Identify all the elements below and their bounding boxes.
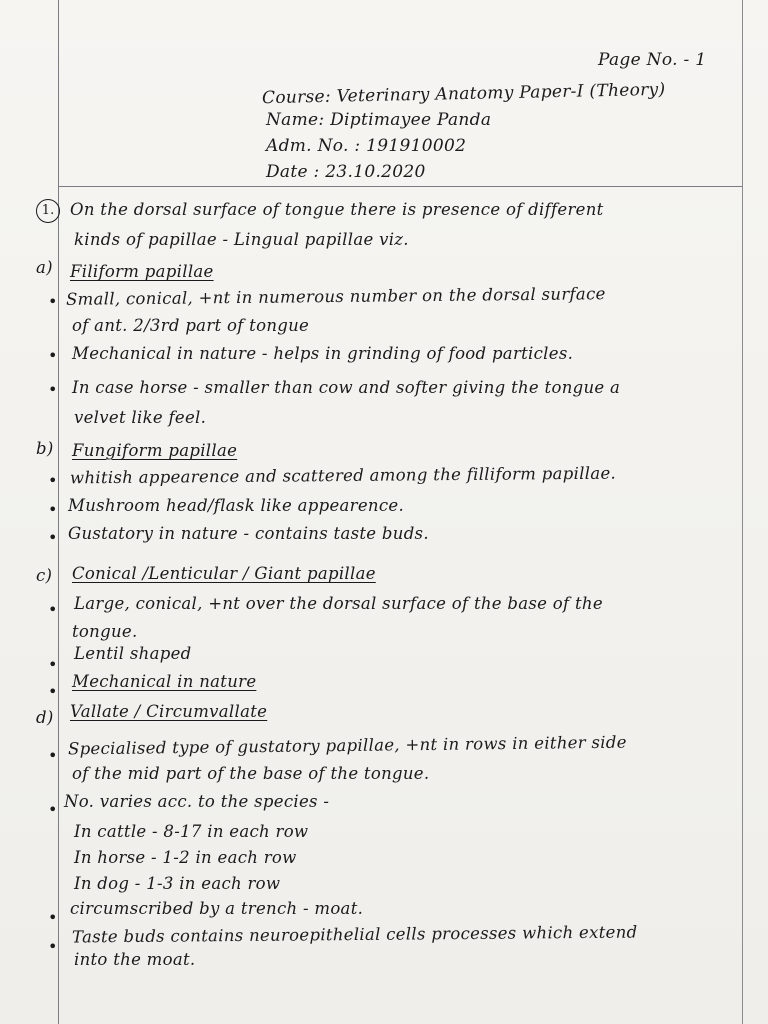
bullet: • [48,380,58,399]
course-line: Course: Veterinary Anatomy Paper-I (Theory) [261,79,666,109]
name-line: Name: Diptimayee Panda [266,110,492,130]
section-c-heading: Conical /Lenticular / Giant papillae [72,564,376,583]
section-d-line-9: into the moat. [74,950,196,969]
section-d-line-3: No. varies acc. to the species - [64,792,330,811]
section-c-line-1: Large, conical, +nt over the dorsal surface of the base of the [74,594,603,613]
section-b-line-3: Gustatory in nature - contains taste buds. [68,524,429,543]
section-d-line-6: In dog - 1-3 in each row [74,874,281,893]
section-d-line-7: circumscribed by a trench - moat. [70,899,364,918]
bullet: • [48,746,58,765]
section-d-line-4: In cattle - 8-17 in each row [74,822,309,841]
margin-line [58,0,59,1024]
section-a-line-2: of ant. 2/3rd part of tongue [72,316,310,335]
section-a-line-5: velvet like feel. [74,408,207,427]
bullet: • [48,682,58,701]
section-b-label: b) [36,439,54,458]
section-a-heading: Filiform papillae [70,262,214,281]
question-number: 1. [36,199,60,223]
section-c-label: c) [36,566,53,585]
section-c-line-3: Lentil shaped [74,644,192,663]
section-d-label: d) [36,708,54,727]
question-intro-line-1: On the dorsal surface of tongue there is presence of different [70,200,604,219]
section-a-line-3: Mechanical in nature - helps in grinding of food particles. [72,344,574,363]
section-d-line-5: In horse - 1-2 in each row [74,848,297,867]
page-number: Page No. - 1 [598,50,707,70]
bullet: • [48,655,58,674]
section-d-line-2: of the mid part of the base of the tongue. [72,764,430,783]
bullet: • [48,292,58,311]
bullet: • [48,500,58,519]
section-a-line-1: Small, conical, +nt in numerous number on the dorsal surface [65,284,606,309]
date-line: Date : 23.10.2020 [266,162,426,182]
section-d-heading: Vallate / Circumvallate [70,702,268,721]
section-a-label: a) [36,258,53,277]
bullet: • [48,908,58,927]
section-d-line-1: Specialised type of gustatory papillae, +nt in rows in either side [67,732,627,759]
question-intro-line-2: kinds of papillae - Lingual papillae viz. [74,230,409,249]
section-c-line-2: tongue. [72,622,138,641]
bullet: • [48,600,58,619]
section-b-heading: Fungiform papillae [72,441,238,460]
header-rule [58,186,742,187]
bullet: • [48,346,58,365]
section-d-line-8: Taste buds contains neuroepithelial cells processes which extend [71,922,638,947]
bullet: • [48,528,58,547]
section-b-line-2: Mushroom head/flask like appearence. [68,496,404,515]
section-b-line-1: whitish appearence and scattered among the filliform papillae. [69,463,617,488]
bullet: • [48,937,58,956]
bullet: • [48,471,58,490]
section-c-line-4: Mechanical in nature [72,672,257,691]
adm-no-line: Adm. No. : 191910002 [266,136,467,156]
bullet: • [48,800,58,819]
section-a-line-4: In case horse - smaller than cow and softer giving the tongue a [72,378,621,397]
right-margin-line [742,0,743,1024]
